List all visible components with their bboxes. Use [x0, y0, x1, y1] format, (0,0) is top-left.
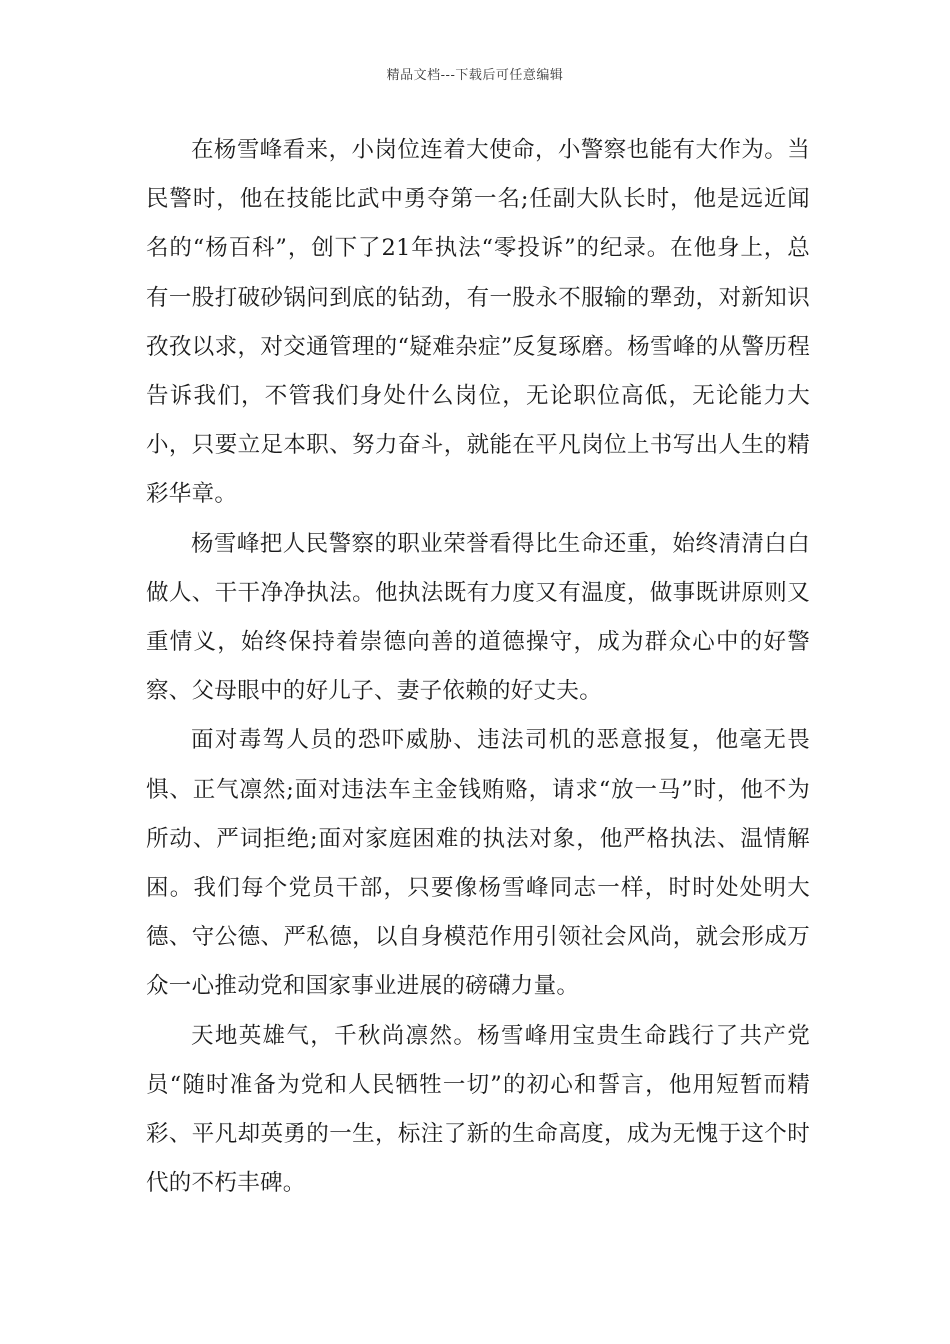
document-body — [146, 126, 810, 1208]
paragraph-2: 杨雪峰把人民警察的职业荣誉看得比生命还重，始终清清白白做人、干干净净执法。他执法既有力度又有温度，做事既讲原则又重情义，始终保持着崇德向善的道德操守，成为群众心中的好警察、父母眼中的好儿子、妻子依赖的好丈夫。 — [146, 530, 810, 705]
paragraph-4: 天地英雄气，千秋尚凛然。杨雪峰用宝贵生命践行了共产党员“随时准备为党和人民牺牲一切”的初心和誓言，他用短暂而精彩、平凡却英勇的一生，标注了新的生命高度，成为无愧于这个时代的不朽丰碑。 — [146, 1022, 810, 1197]
paragraph-3: 面对毒驾人员的恐吓威胁、违法司机的恶意报复，他毫无畏惧、正气凛然;面对违法车主金钱贿赂，请求“放一马”时，他不为所动、严词拒绝;面对家庭困难的执法对象，他严格执法、温情解困。我们每个党员干部，只要像杨雪峰同志一样，时时处处明大德、守公德、严私德，以自身模范作用引领社会风尚，就会形成万众一心推动党和国家事业进展的磅礴力量。 — [146, 727, 810, 1000]
paragraph-1: 在杨雪峰看来，小岗位连着大使命，小警察也能有大作为。当民警时，他在技能比武中勇夺第一名;任副大队长时，他是远近闻名的“杨百科”，创下了21年执法“零投诉”的纪录。在他身上，总有一股打破砂锅问到底的钻劲，有一股永不服输的犟劲，对新知识孜孜以求，对交通管理的“疑难杂症”反复琢磨。杨雪峰的从警历程告诉我们，不管我们身处什么岗位，无论职位高低，无论能力大小，只要立足本职、努力奋斗，就能在平凡岗位上书写出人生的精彩华章。 — [146, 137, 810, 508]
page-header: 精品文档---下载后可任意编辑 — [386, 68, 564, 83]
